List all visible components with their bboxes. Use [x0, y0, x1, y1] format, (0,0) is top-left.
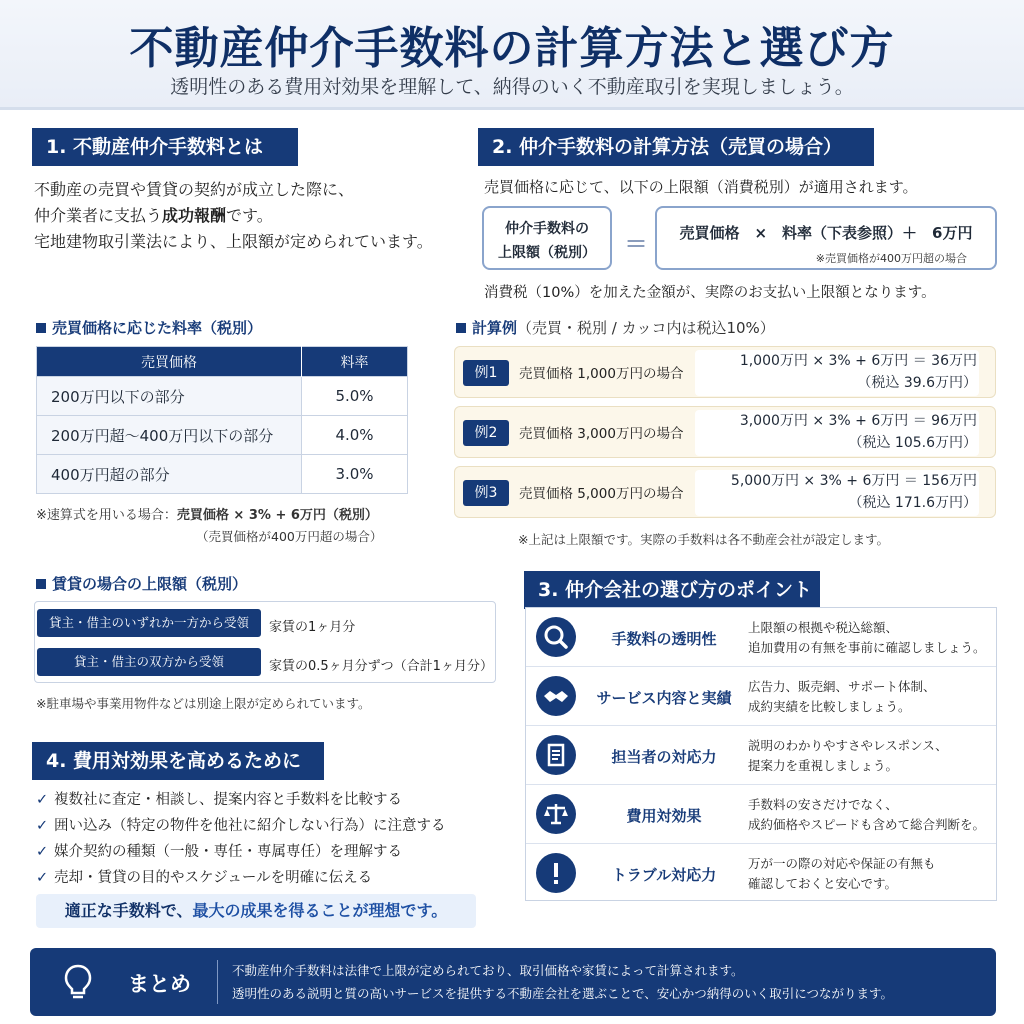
example-tag: 例2 — [463, 420, 509, 446]
formula-left-box — [482, 206, 612, 270]
section1-heading: 1. 不動産仲介手数料とは — [32, 128, 298, 166]
rates-note-sub: （売買価格が400万円超の場合） — [196, 529, 383, 544]
formula-left-line1: 仲介手数料の — [505, 221, 589, 237]
magnifier-icon — [536, 617, 576, 657]
list-item — [36, 814, 446, 835]
rental-tag: 貸主・借主のいずれか一方から受領 — [37, 609, 261, 637]
section2-intro: 売買価格に応じて、以下の上限額（消費税別）が適用されます。 — [484, 178, 918, 196]
section1-line2-suffix: です。 — [226, 206, 273, 225]
check-icon: ✓ — [36, 792, 49, 808]
point-title: 手数料の透明性 — [611, 630, 717, 648]
tip-text: 売却・賃貸の目的やスケジュールを明確に伝える — [54, 870, 373, 886]
example-result — [695, 410, 979, 456]
rate-value-cell: 3.0% — [302, 455, 408, 494]
example-row — [454, 346, 996, 398]
rate-table-header — [37, 347, 408, 377]
point-desc-line: 広告力、販売網、サポート体制、 — [748, 679, 936, 694]
summary-label: まとめ — [128, 972, 191, 996]
rental-tag: 貸主・借主の双方から受領 — [37, 648, 261, 676]
list-item — [526, 666, 996, 724]
examples-subhead-note: （売買・税別 / カッコ内は税込10%） — [517, 319, 775, 337]
list-item — [526, 725, 996, 783]
exclamation-icon — [536, 853, 576, 893]
example-row — [454, 466, 996, 518]
formula-equals: ＝ — [624, 230, 648, 258]
square-bullet-icon — [456, 323, 466, 333]
point-title: トラブル対応力 — [611, 866, 717, 884]
point-title: 費用対効果 — [626, 807, 702, 825]
point-title: 担当者の対応力 — [611, 748, 717, 766]
section3-heading: 3. 仲介会社の選び方のポイント — [524, 571, 820, 609]
point-desc — [748, 677, 936, 717]
example-result — [695, 350, 979, 396]
rental-subhead-text: 賃貸の場合の上限額（税別） — [52, 575, 248, 593]
point-desc — [748, 618, 986, 658]
point-desc-line: 成約価格やスピードも含めて総合判断を。 — [748, 817, 986, 832]
formula-right-text: 売買価格 × 料率（下表参照）＋ 6万円 — [679, 224, 973, 242]
formula-left-line2: 上限額（税別） — [498, 245, 596, 261]
point-desc-line: 万が一の際の対応や保証の有無も — [748, 856, 936, 871]
point-desc-line: 説明のわかりやすさやレスポンス、 — [748, 738, 948, 753]
tax-note: 消費税（10%）を加えた金額が、実際のお支払い上限額となります。 — [484, 285, 936, 301]
section1-emphasis: 成功報酬 — [162, 206, 227, 225]
example-tax: （税込 171.6万円） — [848, 495, 977, 511]
rate-col-price: 売買価格 — [37, 347, 302, 377]
highlight-banner — [36, 894, 476, 928]
list-item — [36, 866, 372, 887]
point-desc-line: 提案力を重視しましょう。 — [748, 758, 899, 773]
example-desc: 売買価格 5,000万円の場合 — [519, 486, 684, 502]
tip-text: 囲い込み（特定の物件を他社に紹介しない行為）に注意する — [54, 818, 446, 834]
examples-note: ※上記は上限額です。実際の手数料は各不動産会社が設定します。 — [518, 532, 889, 547]
examples-subhead-text: 計算例 — [472, 319, 518, 337]
example-row — [454, 406, 996, 458]
example-calc: 1,000万円 × 3% + 6万円 ＝ 36万円 — [739, 353, 977, 369]
point-desc — [748, 795, 985, 835]
points-box — [525, 607, 997, 901]
section4-heading: 4. 費用対効果を高めるために — [32, 742, 324, 780]
table-row — [37, 416, 408, 455]
example-tag: 例3 — [463, 480, 509, 506]
point-desc — [748, 736, 948, 776]
rates-note — [36, 504, 378, 523]
table-row — [37, 377, 408, 416]
point-title: サービス内容と実績 — [596, 689, 732, 707]
page-subtitle: 透明性のある費用対効果を理解して、納得のいく不動産取引を実現しましょう。 — [170, 76, 854, 98]
summary-line: 透明性のある説明と質の高いサービスを提供する不動産会社を選ぶことで、安心かつ納得のいく取引につながります。 — [232, 986, 894, 1001]
point-desc — [748, 854, 936, 894]
section1-line1: 不動産の売買や賃貸の契約が成立した際に、 — [34, 180, 355, 199]
tip-text: 媒介契約の種類（一般・専任・専属専任）を理解する — [54, 844, 402, 860]
point-desc-line: 手数料の安さだけでなく、 — [748, 797, 898, 812]
rate-price-cell: 400万円超の部分 — [37, 455, 302, 494]
section1-line2 — [34, 203, 273, 229]
example-tag: 例1 — [463, 360, 509, 386]
rate-value-cell: 4.0% — [302, 416, 408, 455]
check-icon: ✓ — [36, 870, 49, 886]
page-header — [0, 0, 1024, 110]
highlight-text-a: 適正な手数料で、 — [64, 901, 193, 920]
section1-line2-prefix: 仲介業者に支払う — [34, 206, 163, 225]
rates-note-prefix: ※速算式を用いる場合： — [36, 508, 177, 523]
rates-note-formula: 売買価格 × 3% + 6万円（税別） — [176, 508, 378, 523]
rate-table — [36, 346, 408, 494]
square-bullet-icon — [36, 579, 46, 589]
example-desc: 売買価格 3,000万円の場合 — [519, 426, 684, 442]
example-calc: 3,000万円 × 3% + 6万円 ＝ 96万円 — [739, 413, 977, 429]
point-desc-line: 上限額の根拠や税込総額、 — [748, 620, 899, 635]
handshake-icon — [536, 676, 576, 716]
summary-banner — [30, 948, 996, 1016]
tip-text: 複数社に査定・相談し、提案内容と手数料を比較する — [54, 792, 402, 808]
document-icon — [536, 735, 576, 775]
highlight-text-b: 最大の成果を得ることが理想です。 — [192, 901, 448, 920]
check-icon: ✓ — [36, 844, 49, 860]
example-tax: （税込 39.6万円） — [857, 375, 977, 391]
formula-right-box — [655, 206, 997, 270]
rental-value: 家賃の0.5ヶ月分ずつ（合計1ヶ月分） — [269, 659, 493, 674]
rates-subhead-text: 売買価格に応じた料率（税別） — [52, 319, 263, 337]
point-desc-line: 確認しておくと安心です。 — [748, 876, 898, 891]
example-desc: 売買価格 1,000万円の場合 — [519, 366, 684, 382]
point-desc-line: 成約実績を比較しましょう。 — [748, 699, 911, 714]
check-icon: ✓ — [36, 818, 49, 834]
rate-price-cell: 200万円以下の部分 — [37, 377, 302, 416]
scale-icon — [536, 794, 576, 834]
examples-subhead — [456, 317, 775, 338]
formula-note: ※売買価格が400万円超の場合 — [815, 252, 967, 265]
rental-subhead — [36, 573, 247, 594]
rates-subhead — [36, 317, 262, 338]
list-item — [36, 840, 402, 861]
section1-line3: 宅地建物取引業法により、上限額が定められています。 — [34, 232, 433, 251]
rate-value-cell: 5.0% — [302, 377, 408, 416]
list-item — [526, 608, 996, 666]
summary-line: 不動産仲介手数料は法律で上限が定められており、取引価格や家賃によって計算されます。 — [232, 963, 744, 978]
rental-box — [34, 601, 496, 683]
example-calc: 5,000万円 × 3% + 6万円 ＝ 156万円 — [730, 473, 977, 489]
point-desc-line: 追加費用の有無を事前に確認しましょう。 — [748, 640, 986, 655]
list-item — [36, 788, 402, 809]
page-title: 不動産仲介手数料の計算方法と選び方 — [129, 23, 895, 74]
rate-col-rate: 料率 — [302, 347, 408, 377]
example-result — [695, 470, 979, 516]
square-bullet-icon — [36, 323, 46, 333]
rate-price-cell: 200万円超〜400万円以下の部分 — [37, 416, 302, 455]
section2-heading: 2. 仲介手数料の計算方法（売買の場合） — [478, 128, 874, 166]
table-row — [37, 455, 408, 494]
list-item — [526, 784, 996, 842]
list-item — [526, 843, 996, 901]
rental-value: 家賃の1ヶ月分 — [269, 620, 356, 635]
lightbulb-icon — [60, 962, 96, 1006]
rental-note: ※駐車場や事業用物件などは別途上限が定められています。 — [36, 696, 371, 711]
summary-divider — [217, 960, 218, 1004]
example-tax: （税込 105.6万円） — [848, 435, 977, 451]
